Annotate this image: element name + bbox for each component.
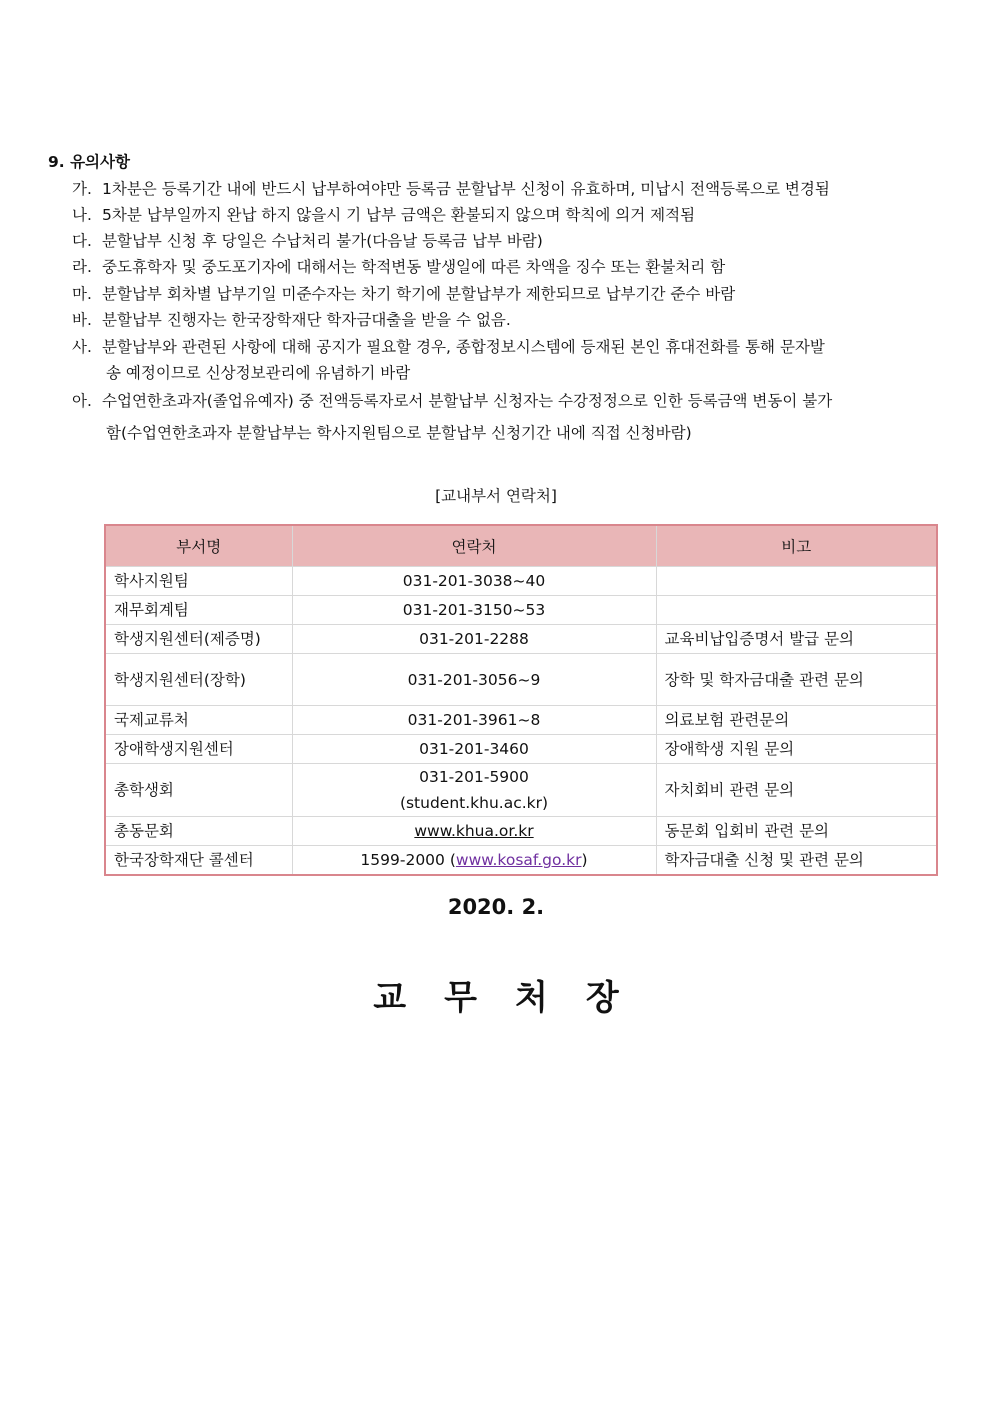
item-text: 분할납부 신청 후 당일은 수납처리 불가(다음날 등록금 납부 바람) [102, 232, 543, 250]
table-row [105, 596, 937, 625]
table-row [105, 764, 937, 817]
item-text: 분할납부 회차별 납부기일 미준수자는 차기 학기에 분할납부가 제한되므로 납부기간 준수 바람 [102, 285, 736, 303]
contact-cell: 031-201-2288 [292, 625, 656, 654]
column-header: 연락처 [292, 525, 656, 567]
website-link[interactable]: www.khua.or.kr [414, 822, 534, 840]
contact-phone: 1599-2000 ( [360, 851, 456, 869]
contact-cell [292, 846, 656, 876]
table-row [105, 846, 937, 876]
item-marker: 마. [72, 285, 92, 303]
dept-cell: 총동문회 [105, 817, 292, 846]
section-title: 9. 유의사항 [48, 153, 130, 171]
notice-section [48, 150, 948, 442]
table-row [105, 706, 937, 735]
contact-cell [292, 817, 656, 846]
website-link[interactable]: www.kosaf.go.kr [455, 851, 582, 869]
contact-cell: 031-201-3150~53 [292, 596, 656, 625]
note-cell: 학자금대출 신청 및 관련 문의 [656, 846, 937, 876]
table-row [105, 817, 937, 846]
note-cell: 장애학생 지원 문의 [656, 735, 937, 764]
dept-cell: 한국장학재단 콜센터 [105, 846, 292, 876]
signer-title: 교무처장 [373, 978, 657, 1018]
item-marker: 다. [72, 232, 92, 250]
dept-cell: 국제교류처 [105, 706, 292, 735]
note-cell: 동문회 입회비 관련 문의 [656, 817, 937, 846]
table-row [105, 735, 937, 764]
notice-item [72, 334, 944, 360]
table-caption: [교내부서 연락처] [435, 487, 557, 505]
dept-cell: 장애학생지원센터 [105, 735, 292, 764]
note-cell [656, 596, 937, 625]
notice-item-continuation: 송 예정이므로 신상정보관리에 유념하기 바람 [106, 364, 411, 382]
table-row [105, 654, 937, 706]
notice-item [72, 176, 944, 202]
contact-cell [292, 764, 656, 817]
item-text: 분할납부 진행자는 한국장학재단 학자금대출을 받을 수 없음. [102, 311, 511, 329]
notice-item [72, 388, 944, 414]
contact-paren: ) [581, 851, 588, 869]
item-marker: 라. [72, 258, 92, 276]
item-marker: 바. [72, 311, 92, 329]
notice-item [72, 254, 944, 280]
item-marker: 나. [72, 206, 92, 224]
item-text: 수업연한초과자(졸업유예자) 중 전액등록자로서 분할납부 신청자는 수강정정으로 인한 등록금액 변동이 불가 [102, 392, 833, 410]
contact-cell: 031-201-3961~8 [292, 706, 656, 735]
column-header: 비고 [656, 525, 937, 567]
dept-cell: 총학생회 [105, 764, 292, 817]
item-text: 1차분은 등록기간 내에 반드시 납부하여야만 등록금 분할납부 신청이 유효하며, 미납시 전액등록으로 변경됨 [102, 180, 830, 198]
contact-cell: 031-201-3460 [292, 735, 656, 764]
note-cell [656, 567, 937, 596]
note-cell: 의료보험 관련문의 [656, 706, 937, 735]
item-text: 분할납부와 관련된 사항에 대해 공지가 필요할 경우, 종합정보시스템에 등재된 본인 휴대전화를 통해 문자발 [102, 338, 825, 356]
table-row [105, 567, 937, 596]
item-text: 5차분 납부일까지 완납 하지 않을시 기 납부 금액은 환불되지 않으며 학칙에 의거 제적됨 [102, 206, 696, 224]
contacts-table [104, 524, 938, 876]
document-date: 2020. 2. [447, 895, 545, 919]
item-marker: 가. [72, 180, 92, 198]
note-cell: 장학 및 학자금대출 관련 문의 [656, 654, 937, 706]
note-cell: 자치회비 관련 문의 [656, 764, 937, 817]
notice-item [72, 202, 944, 228]
dept-cell: 재무회계팀 [105, 596, 292, 625]
item-marker: 아. [72, 392, 92, 410]
note-cell: 교육비납입증명서 발급 문의 [656, 625, 937, 654]
column-header: 부서명 [105, 525, 292, 567]
notice-item [72, 307, 944, 333]
contact-phone: 031-201-5900 [419, 768, 529, 786]
notice-item [72, 281, 944, 307]
dept-cell: 학사지원팀 [105, 567, 292, 596]
contact-website: (student.khu.ac.kr) [399, 794, 549, 812]
dept-cell: 학생지원센터(장학) [105, 654, 292, 706]
dept-cell: 학생지원센터(제증명) [105, 625, 292, 654]
table-row [105, 625, 937, 654]
contact-cell: 031-201-3038~40 [292, 567, 656, 596]
notice-item-continuation: 함(수업연한초과자 분할납부는 학사지원팀으로 분할납부 신청기간 내에 직접 신청바람) [106, 424, 692, 442]
item-text: 중도휴학자 및 중도포기자에 대해서는 학적변동 발생일에 따른 차액을 징수 또는 환불처리 함 [102, 258, 726, 276]
item-marker: 사. [72, 338, 92, 356]
table-header-row [105, 525, 937, 567]
notice-item [72, 228, 944, 254]
contact-cell: 031-201-3056~9 [292, 654, 656, 706]
